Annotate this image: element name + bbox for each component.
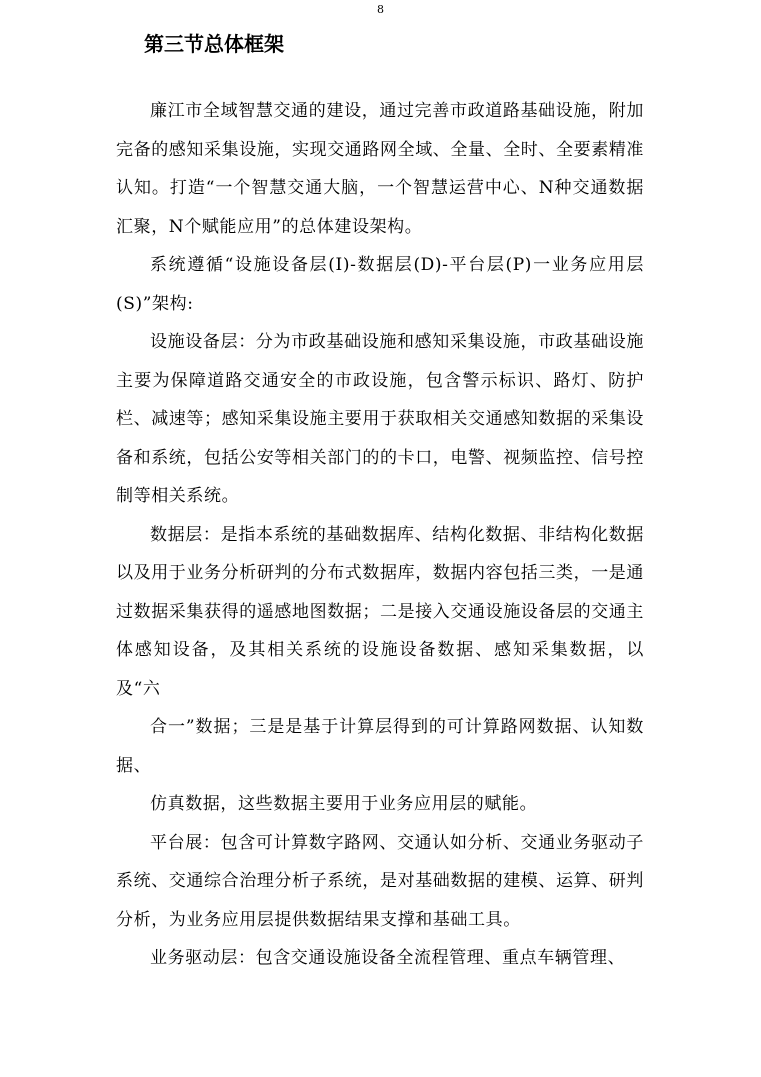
body-text xyxy=(116,92,644,978)
paragraph-intro: 廉江市全域智慧交通的建设，通过完善市政道路基础设施，附加完备的感知采集设施，实现交通路网全域、全量、全时、全要素精准认知。打造“一个智慧交通大脑，一个智慧运营中心、N种交通数据汇聚，N个赋能应用”的总体建设架构。 xyxy=(116,101,644,237)
section-title: 第三节总体框架 xyxy=(144,32,284,56)
paragraph-data-layer: 数据层：是指本系统的基础数据库、结构化数据、非结构化数据以及用于业务分析研判的分布式数据库，数据内容包括三类，一是通过数据采集获得的遥感地图数据；二是接入交通设施设备层的交通主体感知设备，及其相关系统的设施设备数据、感知采集数据，以及“六 xyxy=(116,524,644,699)
paragraph-platform-layer: 平台展：包含可计算数字路网、交通认如分析、交通业务驱动子系统、交通综合治理分析子系统，是对基础数据的建模、运算、研判分析，为业务应用层提供数据结果支撑和基础工具。 xyxy=(116,832,644,930)
paragraph-business-layer: 业务驱动层：包含交通设施设备全流程管理、重点车辆管理、 xyxy=(150,948,626,968)
paragraph-architecture: 系统遵循“设施设备层(I)-数据层(D)-平台层(P)一业务应用层(S)”架构: xyxy=(116,255,644,314)
paragraph-facility-layer: 设施设备层：分为市政基础设施和感知采集设施，市政基础设施主要为保障道路交通安全的市政设施，包含警示标识、路灯、防护栏、减速等；感知采集设施主要用于获取相关交通感知数据的采集设备和系统，包括公安等相关部门的的卡口，电警、视频监控、信号控制等相关系统。 xyxy=(116,332,644,506)
paragraph-data-layer-cont: 合一”数据；三是是基于计算层得到的可计算路网数据、认知数据、 xyxy=(116,717,644,776)
page-number: 8 xyxy=(377,3,384,16)
paragraph-simulation-data: 仿真数据，这些数据主要用于业务应用层的赋能。 xyxy=(150,794,538,814)
